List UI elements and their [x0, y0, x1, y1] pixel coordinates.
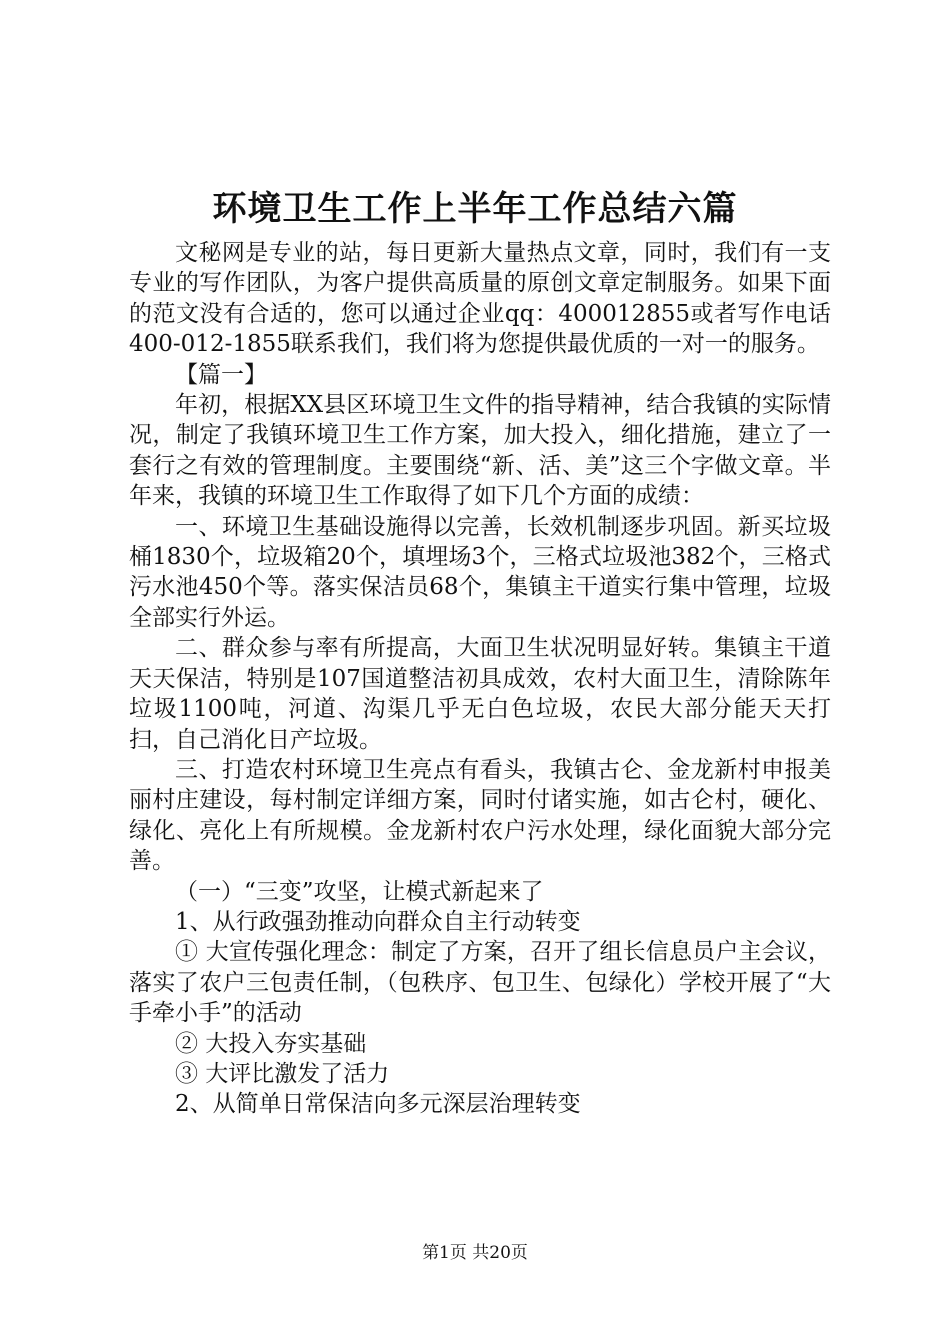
document-title: 环境卫生工作上半年工作总结六篇	[212, 189, 738, 229]
body-paragraph: 二、群众参与率有所提高，大面卫生状况明显好转。集镇主干道天天保洁，特别是107国道整洁初具成效，农村大面卫生，清除陈年垃圾1100吨，河道、沟渠几乎无白色垃圾，农民大部分能天天打扫，自己消化日产垃圾。	[129, 635, 831, 753]
section-heading: 【篇一】	[175, 361, 267, 388]
body-paragraph: 一、环境卫生基础设施得以完善，长效机制逐步巩固。新买垃圾桶1830个，垃圾箱20个，填埋场3个，三格式垃圾池382个，三格式污水池450个等。落实保洁员68个，集镇主干道实行集中管理，垃圾全部实行外运。	[129, 513, 831, 631]
subsection-heading: （一）“三变”攻坚，让模式新起来了	[175, 878, 544, 905]
page-footer: 第1页 共20页	[422, 1243, 528, 1263]
list-item: ① 大宣传强化理念：制定了方案，召开了组长信息员户主会议，落实了农户三包责任制，（包秩序、包卫生、包绿化）学校开展了“大手牵小手”的活动	[129, 939, 831, 1027]
body-paragraph: 三、打造农村环境卫生亮点有看头，我镇古仑、金龙新村申报美丽村庄建设，每村制定详细方案，同时付诸实施，如古仑村，硬化、绿化、亮化上有所规模。金龙新村农户污水处理，绿化面貌大部分完善。	[129, 756, 831, 875]
body-paragraph: 年初，根据XX县区环境卫生文件的指导精神，结合我镇的实际情况，制定了我镇环境卫生工作方案，加大投入，细化措施，建立了一套行之有效的管理制度。主要围绕“新、活、美”这三个字做文章。半年来，我镇的环境卫生工作取得了如下几个方面的成绩：	[129, 392, 831, 510]
list-item: ② 大投入夯实基础	[175, 1030, 367, 1057]
intro-paragraph: 文秘网是专业的站，每日更新大量热点文章，同时，我们有一支专业的写作团队，为客户提供高质量的原创文章定制服务。如果下面的范文没有合适的，您可以通过企业qq：400012855或者写作电话400-012-1855联系我们，我们将为您提供最优质的一对一的服务。	[129, 240, 831, 358]
list-item: ③ 大评比激发了活力	[175, 1060, 390, 1087]
document-body	[129, 238, 831, 1120]
list-item: 1、从行政强劲推动向群众自主行动转变	[175, 908, 581, 935]
list-item: 2、从简单日常保洁向多元深层治理转变	[175, 1091, 581, 1118]
